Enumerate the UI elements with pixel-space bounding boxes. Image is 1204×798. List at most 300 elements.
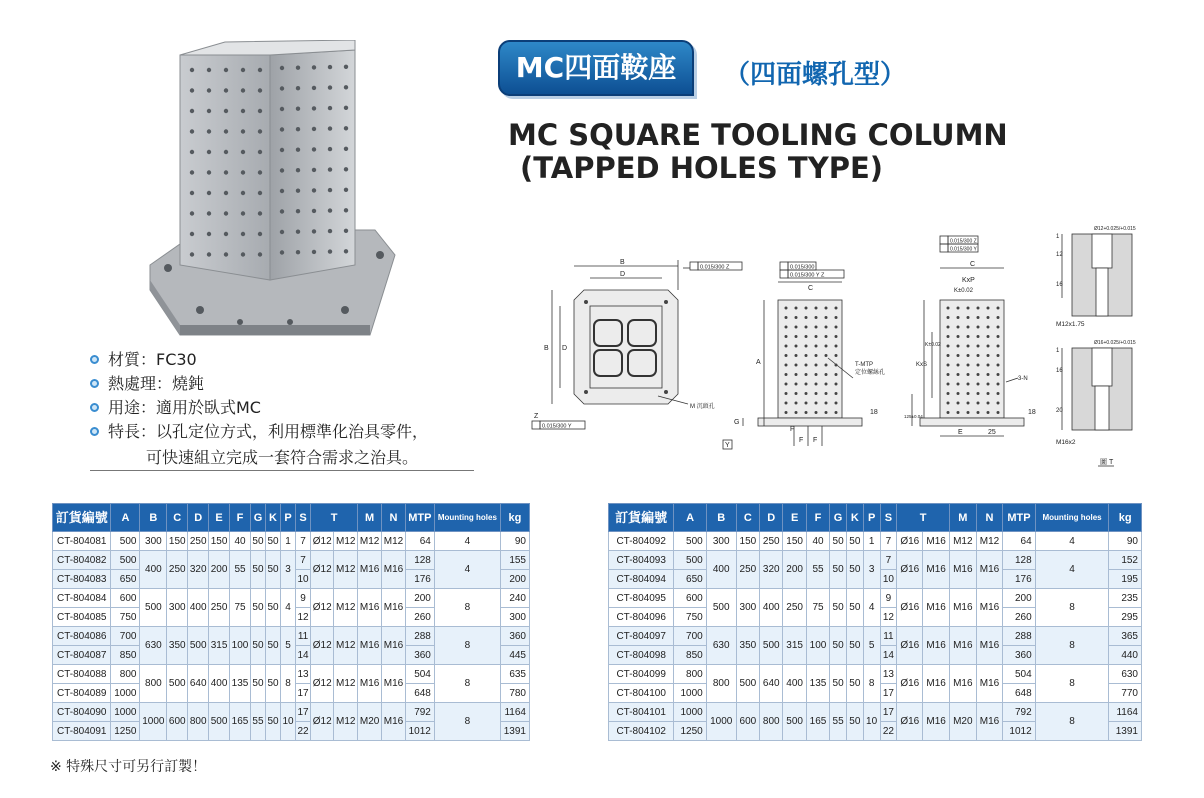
table-row (53, 532, 530, 551)
column-header: P (281, 504, 296, 532)
hole-mark (207, 232, 211, 236)
kg-cell: 635 (500, 665, 529, 684)
p-cell: 1 (863, 532, 880, 551)
column-header: 訂貨編號 (53, 504, 111, 532)
hole-mark (815, 392, 818, 395)
column-header: F (806, 504, 829, 532)
mtp-cell: 360 (1003, 646, 1035, 665)
label-g: G (734, 419, 740, 426)
t-diameter-cell: Ø16 (897, 665, 923, 703)
f-cell: 165 (230, 703, 251, 741)
hole-mark (328, 147, 332, 151)
t-thread-cell: M12 (334, 665, 358, 703)
hole-mark (328, 85, 332, 89)
hole-mark (957, 373, 960, 376)
hole-mark (947, 411, 950, 414)
product-badge: MC四面鞍座 (498, 40, 694, 96)
hole-mark (967, 402, 970, 405)
hole-mark (987, 316, 990, 319)
hole-mark (815, 326, 818, 329)
hole-mark (977, 316, 980, 319)
hole-mark (785, 326, 788, 329)
column-header: D (188, 504, 209, 532)
table-body (53, 532, 530, 741)
hole-mark (825, 411, 828, 414)
hole-mark (835, 383, 838, 386)
column-header: A (111, 504, 140, 532)
s-cell: 17 (880, 684, 897, 703)
s-cell: 7 (880, 551, 897, 570)
kg-cell: 1391 (500, 722, 529, 741)
kg-cell: 360 (500, 627, 529, 646)
c-cell: 350 (736, 627, 759, 665)
b-cell: 630 (706, 627, 736, 665)
hole-mark (957, 364, 960, 367)
label-d-vert: D (562, 345, 568, 352)
n-cell: M16 (382, 551, 406, 589)
hole-mark (977, 307, 980, 310)
hole-mark (258, 109, 262, 113)
hole-mark (190, 211, 194, 215)
t-diameter-cell: Ø12 (311, 532, 334, 551)
hole-mark (947, 326, 950, 329)
hole-mark (967, 364, 970, 367)
s-cell: 11 (880, 627, 897, 646)
hole-mark (957, 307, 960, 310)
table-row (609, 551, 1142, 570)
m-cell: M12 (949, 532, 976, 551)
d-cell: 800 (188, 703, 209, 741)
hole-mark (987, 345, 990, 348)
hole-mark (957, 402, 960, 405)
g-cell: 50 (250, 589, 265, 627)
hole-mark (815, 307, 818, 310)
hole-mark (312, 168, 316, 172)
mounting-holes-cell: 8 (434, 703, 500, 741)
a-cell: 700 (674, 627, 706, 646)
mtp-label: T-MTP (855, 362, 873, 368)
spec-heat-treatment (90, 372, 480, 396)
hole-mark (328, 229, 332, 233)
column-header: kg (1109, 504, 1142, 532)
mtp-cell: 64 (1003, 532, 1035, 551)
custom-size-note: ※ 特殊尺寸可另行訂製！ (50, 759, 207, 775)
hole-mark (328, 249, 332, 253)
b-cell: 1000 (706, 703, 736, 741)
mtp-cell: 288 (1003, 627, 1035, 646)
hole-mark (815, 411, 818, 414)
m-hole-label: M 沉頭孔 (690, 404, 715, 410)
hole-mark (280, 250, 284, 254)
tol-flat-label: 0.015/300 (790, 264, 815, 271)
hole-mark (207, 88, 211, 92)
hole-mark (785, 402, 788, 405)
technical-drawings (528, 218, 1158, 478)
order-code-cell: CT-804084 (53, 589, 111, 608)
hole-mark (987, 354, 990, 357)
hole-mark (957, 383, 960, 386)
t-thread-cell: M16 (923, 703, 950, 741)
column-header: K (846, 504, 863, 532)
n-cell: M16 (976, 551, 1003, 589)
a-cell: 1000 (674, 684, 706, 703)
hole-mark (328, 126, 332, 130)
g-cell: 50 (250, 627, 265, 665)
kg-cell: 365 (1109, 627, 1142, 646)
hole-mark (344, 208, 348, 212)
hole-mark (328, 65, 332, 69)
hole-mark (280, 168, 284, 172)
hole-mark (805, 335, 808, 338)
kg-cell: 155 (500, 551, 529, 570)
label-1a: 1 (1056, 234, 1060, 240)
column-header: D (760, 504, 783, 532)
column-header: T (311, 504, 358, 532)
column-header: K (266, 504, 281, 532)
label-c-side: C (970, 261, 976, 268)
hole-mark (258, 129, 262, 133)
m12-label: M12x1.75 (1056, 321, 1085, 328)
tol-z-label: 0.015/300 Z (700, 264, 730, 271)
e-cell: 150 (209, 532, 230, 551)
hole-mark (785, 345, 788, 348)
hole-mark (280, 189, 284, 193)
spec-usage (90, 396, 480, 420)
label-20: 20 (1056, 408, 1063, 414)
hole-mark (825, 392, 828, 395)
hole-mark (825, 354, 828, 357)
f-cell: 135 (806, 665, 829, 703)
hole-mark (825, 316, 828, 319)
t-diameter-cell: Ø16 (897, 532, 923, 551)
e-cell: 150 (783, 532, 806, 551)
column-header: E (783, 504, 806, 532)
order-code-cell: CT-804087 (53, 646, 111, 665)
column-header: C (167, 504, 188, 532)
bullet-icon (90, 379, 99, 388)
hole-mark (280, 230, 284, 234)
hole-mark (312, 250, 316, 254)
hole-mark (296, 148, 300, 152)
table-row (609, 665, 1142, 684)
hole-mark (805, 392, 808, 395)
b-cell: 400 (140, 551, 167, 589)
n-cell: M12 (382, 532, 406, 551)
kg-cell: 295 (1109, 608, 1142, 627)
n-cell: M16 (976, 589, 1003, 627)
g-cell: 50 (830, 665, 847, 703)
spec-text: 用途：適用於臥式MC (108, 398, 261, 417)
hole-mark (805, 345, 808, 348)
g-cell: 50 (830, 532, 847, 551)
c-cell: 150 (167, 532, 188, 551)
label-kxs: KxS (916, 362, 928, 368)
hole-mark (296, 230, 300, 234)
m-cell: M16 (358, 627, 382, 665)
hole-mark (947, 335, 950, 338)
mtp-cell: 176 (1003, 570, 1035, 589)
a-cell: 850 (111, 646, 140, 665)
m-cell: M16 (949, 627, 976, 665)
order-code-cell: CT-804082 (53, 551, 111, 570)
t-thread-cell: M12 (334, 627, 358, 665)
table-header-row (53, 504, 530, 532)
a-cell: 800 (674, 665, 706, 684)
column-header: B (140, 504, 167, 532)
t-diameter-cell: Ø16 (897, 551, 923, 589)
hole-mark (241, 150, 245, 154)
hole-mark (795, 364, 798, 367)
kg-cell: 440 (1109, 646, 1142, 665)
hole-mark (312, 209, 316, 213)
t-diameter-cell: Ø16 (897, 589, 923, 627)
kg-cell: 1164 (500, 703, 529, 722)
hole-mark (795, 392, 798, 395)
hole-mark (190, 232, 194, 236)
c-cell: 250 (167, 551, 188, 589)
column-header: M (949, 504, 976, 532)
hole-mark (997, 345, 1000, 348)
a-cell: 600 (111, 589, 140, 608)
kg-cell: 235 (1109, 589, 1142, 608)
hole-mark (997, 307, 1000, 310)
hole-mark (241, 129, 245, 133)
g-cell: 50 (830, 627, 847, 665)
c-cell: 250 (736, 551, 759, 589)
hole-mark (825, 326, 828, 329)
divider (90, 470, 474, 471)
mtp-cell: 260 (405, 608, 434, 627)
d-cell: 250 (760, 532, 783, 551)
table-row (53, 551, 530, 570)
a-cell: 1250 (111, 722, 140, 741)
hole-mark (241, 232, 245, 236)
t-thread-cell: M12 (334, 703, 358, 741)
c-cell: 500 (736, 665, 759, 703)
hole-mark (815, 354, 818, 357)
hole-mark (947, 383, 950, 386)
hole-mark (344, 229, 348, 233)
hole-mark (258, 150, 262, 154)
hole-mark (987, 335, 990, 338)
hole-mark (967, 307, 970, 310)
s-cell: 9 (880, 589, 897, 608)
k-cell: 50 (266, 589, 281, 627)
t-diameter-cell: Ø16 (897, 703, 923, 741)
e-cell: 400 (783, 665, 806, 703)
order-code-cell: CT-804083 (53, 570, 111, 589)
hole-mark (815, 345, 818, 348)
f-cell: 100 (230, 627, 251, 665)
hole-mark (997, 383, 1000, 386)
label-d: D (620, 271, 626, 278)
order-code-cell: CT-804085 (53, 608, 111, 627)
b-cell: 400 (706, 551, 736, 589)
s-cell: 17 (296, 703, 311, 722)
mtp-cell: 200 (405, 589, 434, 608)
k-cell: 50 (266, 532, 281, 551)
hole-mark (207, 129, 211, 133)
spec-table-left (52, 503, 530, 741)
d-cell: 400 (760, 589, 783, 627)
m-cell: M16 (949, 589, 976, 627)
d-cell: 400 (188, 589, 209, 627)
hole-mark (280, 66, 284, 70)
hole-mark (258, 211, 262, 215)
mounting-holes-cell: 4 (1035, 532, 1109, 551)
order-code-cell: CT-804100 (609, 684, 674, 703)
s-cell: 22 (296, 722, 311, 741)
s-cell: 10 (880, 570, 897, 589)
mtp-cell: 128 (405, 551, 434, 570)
hole-mark (957, 326, 960, 329)
column-header: kg (500, 504, 529, 532)
column-header: 訂貨編號 (609, 504, 674, 532)
f-cell: 40 (806, 532, 829, 551)
hole-mark (280, 107, 284, 111)
hole-mark (825, 402, 828, 405)
hole-mark (207, 191, 211, 195)
g-cell: 50 (830, 551, 847, 589)
a-cell: 500 (111, 551, 140, 570)
hole-mark (207, 252, 211, 256)
m-cell: M12 (358, 532, 382, 551)
f-cell: 135 (230, 665, 251, 703)
hole-mark (785, 383, 788, 386)
t-thread-cell: M16 (923, 532, 950, 551)
a-cell: 750 (674, 608, 706, 627)
a-cell: 1000 (111, 703, 140, 722)
hole-mark (977, 364, 980, 367)
order-code-cell: CT-804088 (53, 665, 111, 684)
hole-mark (967, 326, 970, 329)
hole-mark (344, 147, 348, 151)
b-cell: 300 (140, 532, 167, 551)
label-c-front: C (808, 285, 814, 292)
hole-mark (312, 127, 316, 131)
bullet-icon (90, 427, 99, 436)
kg-cell: 195 (1109, 570, 1142, 589)
hole-mark (967, 335, 970, 338)
hole-mark (224, 252, 228, 256)
hole-mark (947, 373, 950, 376)
hole-mark (258, 68, 262, 72)
hole-mark (977, 392, 980, 395)
hole-mark (258, 252, 262, 256)
hole-mark (296, 107, 300, 111)
column-header: Mounting holes (434, 504, 500, 532)
hole-mark (224, 68, 228, 72)
tol-y-label: 0.015/300 Y (542, 423, 572, 430)
mtp-cell: 648 (1003, 684, 1035, 703)
hole-mark (957, 392, 960, 395)
subtitle-zh: （四面螺孔型） (724, 60, 907, 90)
kg-cell: 770 (1109, 684, 1142, 703)
hole-mark (805, 373, 808, 376)
mtp-cell: 1012 (405, 722, 434, 741)
hole-mark (190, 191, 194, 195)
mounting-holes-cell: 8 (434, 589, 500, 627)
hole-mark (987, 307, 990, 310)
hole-mark (977, 354, 980, 357)
hole-mark (815, 383, 818, 386)
order-code-cell: CT-804094 (609, 570, 674, 589)
c-cell: 150 (736, 532, 759, 551)
m16-label: M16x2 (1056, 439, 1076, 446)
hole-mark (977, 326, 980, 329)
n-cell: M16 (382, 589, 406, 627)
tooling-column-illustration (140, 40, 400, 340)
hole-mark (312, 65, 316, 69)
hole-mark (280, 127, 284, 131)
s-cell: 12 (296, 608, 311, 627)
s-cell: 22 (880, 722, 897, 741)
s-cell: 14 (296, 646, 311, 665)
k-cell: 50 (266, 551, 281, 589)
t-thread-cell: M12 (334, 551, 358, 589)
hole-mark (344, 188, 348, 192)
hole-mark (207, 211, 211, 215)
bullet-icon (90, 355, 99, 364)
hole-mark (785, 316, 788, 319)
m-cell: M16 (949, 665, 976, 703)
n-cell: M12 (976, 532, 1003, 551)
k-cell: 50 (846, 532, 863, 551)
hole-mark (835, 392, 838, 395)
hole-mark (296, 127, 300, 131)
t-thread-cell: M16 (923, 627, 950, 665)
n-cell: M16 (382, 627, 406, 665)
column-header: G (830, 504, 847, 532)
tol-y-side-label: 0.015/300 Y (950, 246, 977, 253)
hole-mark (190, 252, 194, 256)
t-diameter-cell: Ø12 (311, 589, 334, 627)
hole-mark (296, 86, 300, 90)
hole-mark (785, 411, 788, 414)
hole-mark (835, 373, 838, 376)
mtp-cell: 792 (1003, 703, 1035, 722)
t-thread-cell: M16 (923, 665, 950, 703)
n-cell: M16 (976, 627, 1003, 665)
k-cell: 50 (846, 551, 863, 589)
bullet-icon (90, 403, 99, 412)
s-cell: 7 (880, 532, 897, 551)
hole-mark (967, 373, 970, 376)
p-cell: 5 (281, 627, 296, 665)
n-cell: M16 (382, 703, 406, 741)
hole-mark (997, 364, 1000, 367)
hole-mark (785, 354, 788, 357)
k-cell: 50 (846, 665, 863, 703)
b-cell: 800 (140, 665, 167, 703)
a-cell: 600 (674, 589, 706, 608)
a-cell: 850 (674, 646, 706, 665)
d-cell: 640 (760, 665, 783, 703)
hole-mark (224, 88, 228, 92)
hole-mark (280, 209, 284, 213)
hole-mark (224, 170, 228, 174)
hole-mark (190, 88, 194, 92)
spec-list (90, 348, 480, 444)
order-code-cell: CT-804092 (609, 532, 674, 551)
e-cell: 400 (209, 665, 230, 703)
hole-mark (815, 316, 818, 319)
b-cell: 300 (706, 532, 736, 551)
p-cell: 5 (863, 627, 880, 665)
hole-mark (987, 402, 990, 405)
hole-mark (997, 402, 1000, 405)
kg-cell: 90 (500, 532, 529, 551)
